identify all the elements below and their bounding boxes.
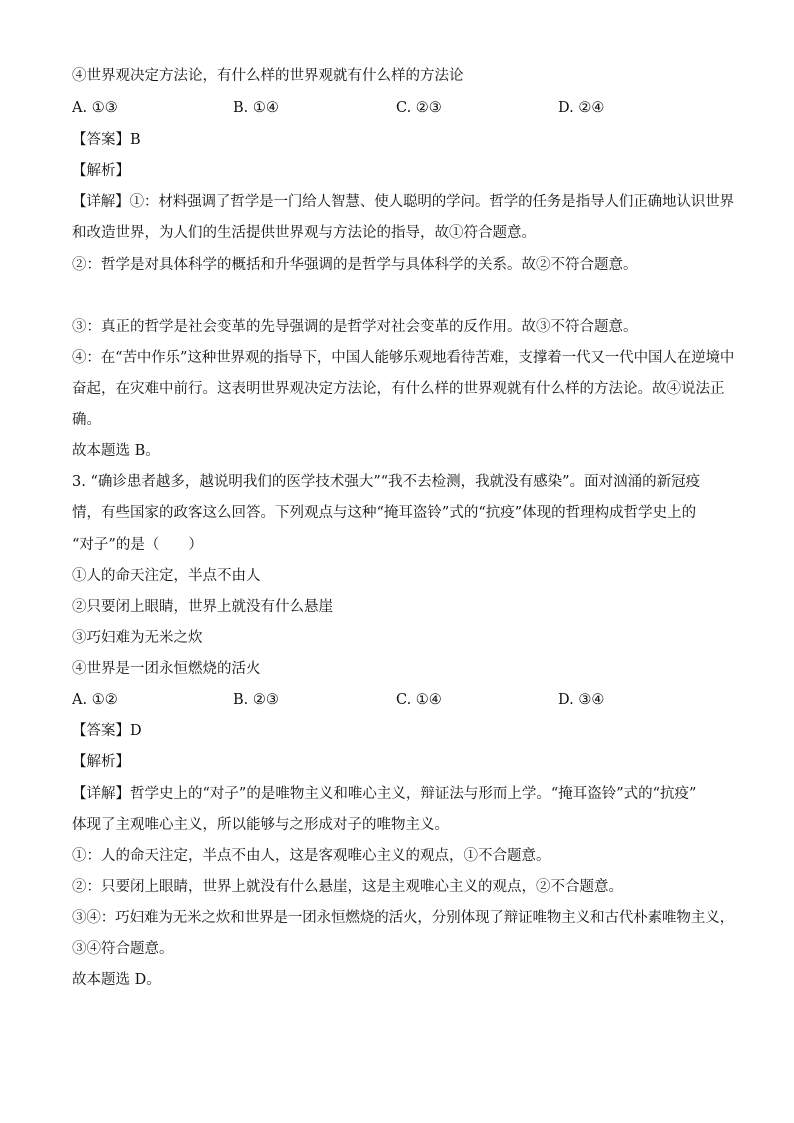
q2-conclusion: 故本题选 B。 bbox=[72, 443, 160, 459]
q3-answer: 【答案】D bbox=[72, 723, 142, 739]
q3-detail-line: ③④：巧妇难为无米之炊和世界是一团永恒燃烧的活火，分别体现了辩证唯物主义和古代朴素唯物主义， bbox=[72, 910, 734, 926]
q3-stem-line: 情，有些国家的政客这么回答。下列观点与这种“掩耳盗铃”式的“抗疫”体现的哲理构成哲学史上的 bbox=[72, 505, 697, 521]
q3-option-c: C. ①④ bbox=[396, 692, 442, 708]
q2-option-d: D. ②④ bbox=[558, 100, 605, 116]
q2-detail-line: 和改造世界，为人们的生活提供世界观与方法论的指导，故①符合题意。 bbox=[72, 225, 536, 241]
q3-statement: ④世界是一团永恒燃烧的活火 bbox=[72, 661, 261, 677]
q3-statement: ②只要闭上眼睛，世界上就没有什么悬崖 bbox=[72, 599, 333, 615]
q3-statement: ③巧妇难为无米之炊 bbox=[72, 630, 203, 646]
q2-analysis-label: 【解析】 bbox=[72, 163, 130, 179]
q3-detail-line: ①：人的命天注定，半点不由人，这是客观唯心主义的观点，①不合题意。 bbox=[72, 848, 551, 864]
q3-detail-line: ②：只要闭上眼睛，世界上就没有什么悬崖，这是主观唯心主义的观点，②不合题意。 bbox=[72, 879, 623, 895]
q3-stem-line: “对子”的是（ ） bbox=[72, 537, 203, 553]
q2-option-a: A. ①③ bbox=[72, 100, 118, 116]
q2-option-b: B. ①④ bbox=[233, 100, 279, 116]
q3-option-a: A. ①② bbox=[72, 692, 118, 708]
q3-option-d: D. ③④ bbox=[558, 692, 605, 708]
q3-statement: ①人的命天注定，半点不由人 bbox=[72, 568, 261, 584]
q2-detail-line: ③：真正的哲学是社会变革的先导强调的是哲学对社会变革的反作用。故③不符合题意。 bbox=[72, 319, 638, 335]
q3-analysis-label: 【解析】 bbox=[72, 754, 130, 770]
q3-detail-line: ③④符合题意。 bbox=[72, 941, 174, 957]
q2-detail-line: ④：在“苦中作乐”这种世界观的指导下，中国人能够乐观地看待苦难，支撑着一代又一代中国人在逆境中 bbox=[72, 350, 735, 366]
q3-stem-line: 3. “确诊患者越多，越说明我们的医学技术强大”“我不去检测，我就没有感染”。面对汹涌的新冠疫 bbox=[72, 474, 701, 490]
q2-detail-line: 确。 bbox=[72, 412, 101, 428]
q3-conclusion: 故本题选 D。 bbox=[72, 972, 161, 988]
q3-option-b: B. ②③ bbox=[233, 692, 279, 708]
q2-answer: 【答案】B bbox=[72, 132, 141, 148]
q2-detail-line: 【详解】①：材料强调了哲学是一门给人智慧、使人聪明的学问。哲学的任务是指导人们正确地认识世界 bbox=[72, 194, 734, 210]
q2-detail-line: ②：哲学是对具体科学的概括和升华强调的是哲学与具体科学的关系。故②不符合题意。 bbox=[72, 257, 638, 273]
q2-detail-line: 奋起，在灾难中前行。这表明世界观决定方法论，有什么样的世界观就有什么样的方法论。故④说法正 bbox=[72, 381, 725, 397]
q3-detail-line: 体现了主观唯心主义，所以能够与之形成对子的唯物主义。 bbox=[72, 817, 449, 833]
q2-statement-4: ④世界观决定方法论，有什么样的世界观就有什么样的方法论 bbox=[72, 68, 464, 84]
q2-option-c: C. ②③ bbox=[396, 100, 442, 116]
q3-detail-line: 【详解】哲学史上的“对子”的是唯物主义和唯心主义，辩证法与形而上学。“掩耳盗铃”式的“抗疫” bbox=[72, 786, 697, 802]
